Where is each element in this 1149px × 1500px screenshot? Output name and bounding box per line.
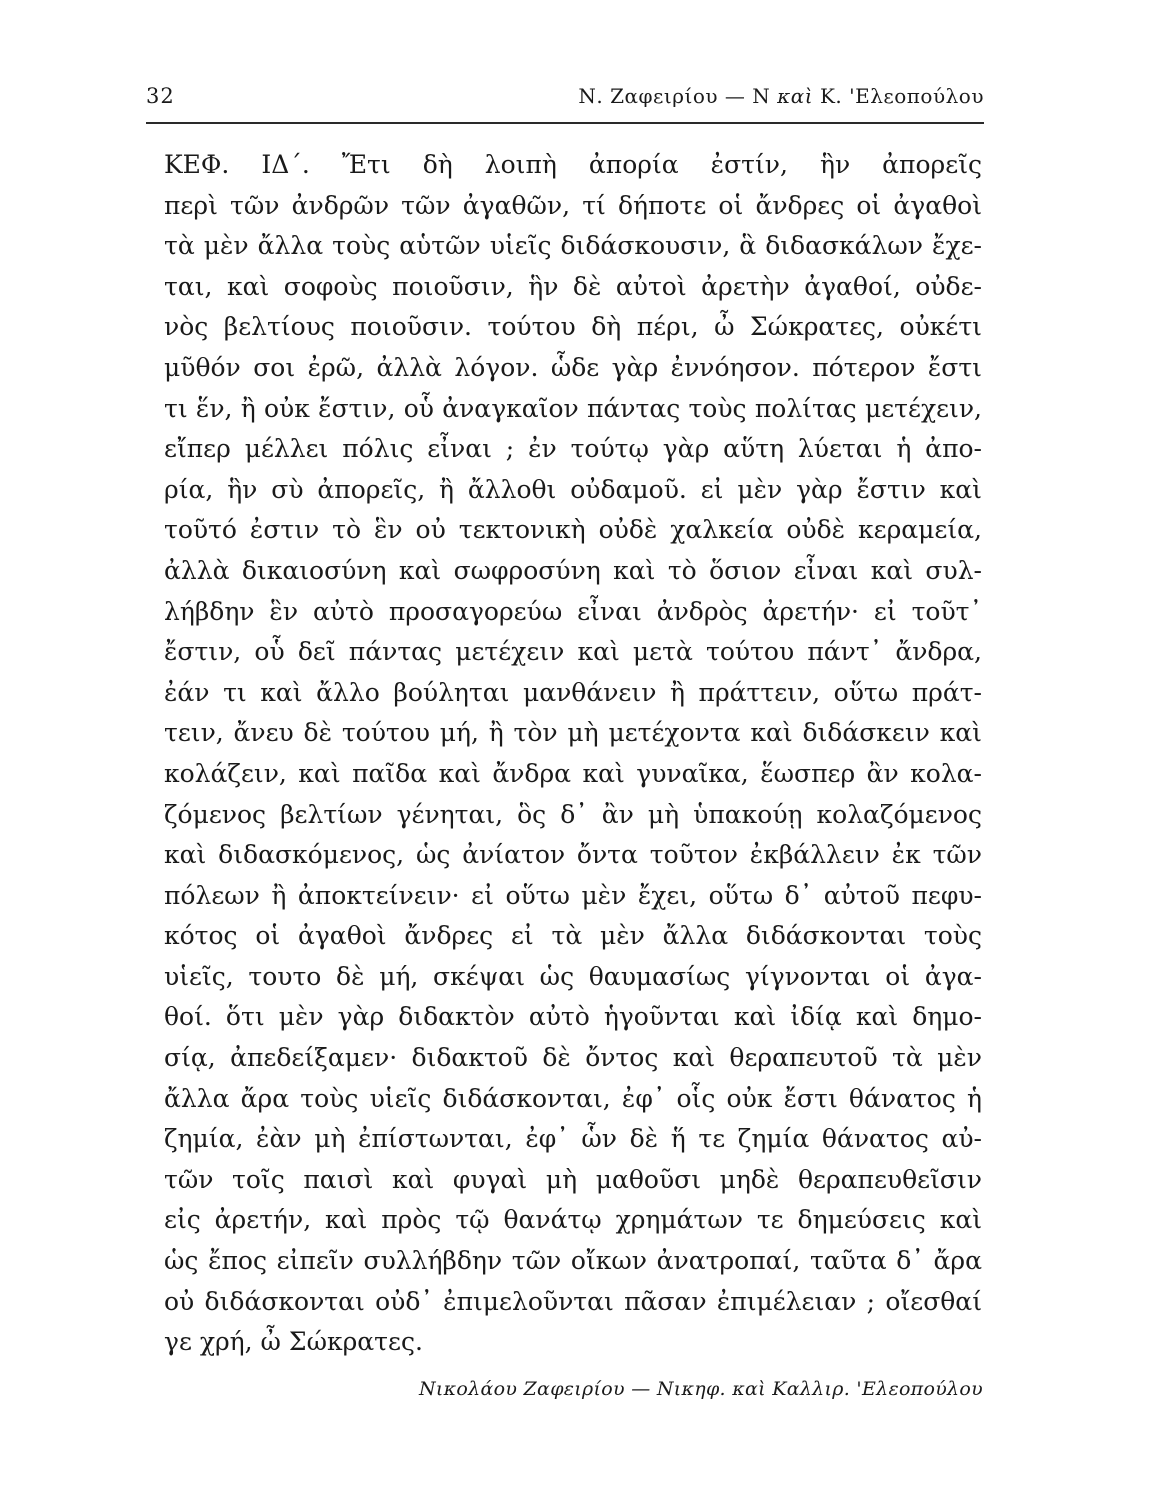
text-line: θοί. ὅτι μὲν γὰρ διδακτὸν αὐτὸ ἡγοῦνται καὶ ἰδίᾳ καὶ δημο-	[164, 1002, 982, 1032]
page-header	[146, 82, 984, 116]
translator-signature: Νικολάου Ζαφειρίου — Νικηφ. καὶ Καλλιρ. 'Ελεοπούλου	[418, 1378, 983, 1400]
text-line: ἔστιν, οὗ δεῖ πάντας μετέχειν καὶ μετὰ τούτου πάντ᾽ ἄνδρα,	[164, 637, 982, 667]
text-line: τῶν τοῖς παισὶ καὶ φυγαὶ μὴ μαθοῦσι μηδὲ θεραπευθεῖσιν	[164, 1164, 982, 1194]
text-line: κολάζειν, καὶ παῖδα καὶ ἄνδρα καὶ γυναῖκα, ἕωσπερ ἂν κολα-	[164, 758, 982, 788]
text-line: πόλεων ἢ ἀποκτείνειν· εἰ οὕτω μὲν ἔχει, οὕτω δ᾽ αὐτοῦ πεφυ-	[164, 880, 982, 910]
text-line: λήβδην ἓν αὐτὸ προσαγορεύω εἶναι ἀνδρὸς ἀρετήν· εἰ τοῦτ᾽	[164, 596, 982, 626]
text-line: ζόμενος βελτίων γένηται, ὃς δ᾽ ἂν μὴ ὑπακούῃ κολαζόμενος	[164, 799, 982, 829]
text-line: εἴπερ μέλλει πόλις εἶναι ; ἐν τούτῳ γὰρ αὕτη λύεται ἡ ἀπο-	[164, 434, 982, 464]
chapter-body-text	[164, 145, 982, 1363]
text-line: νὸς βελτίους ποιοῦσιν. τούτου δὴ πέρι, ὦ Σώκρατες, οὐκέτι	[164, 312, 982, 342]
text-line: περὶ τῶν ἀνδρῶν τῶν ἀγαθῶν, τί δήποτε οἱ ἄνδρες οἱ ἀγαθοὶ	[164, 190, 982, 220]
page-number: 32	[146, 84, 175, 108]
text-line: οὐ διδάσκονται οὐδ᾽ ἐπιμελοῦνται πᾶσαν ἐπιμέλειαν ; οἴεσθαί	[164, 1286, 982, 1316]
running-head	[578, 84, 984, 108]
text-line: καὶ διδασκόμενος, ὡς ἀνίατον ὄντα τοῦτον ἐκβάλλειν ἐκ τῶν	[164, 840, 982, 870]
text-line: σίᾳ, ἀπεδείξαμεν· διδακτοῦ δὲ ὄντος καὶ θεραπευτοῦ τὰ μὲν	[164, 1043, 982, 1073]
text-line: κότος οἱ ἀγαθοὶ ἄνδρες εἰ τὰ μὲν ἄλλα διδάσκονται τοὺς	[164, 921, 982, 951]
text-line: ἀλλὰ δικαιοσύνη καὶ σωφροσύνη καὶ τὸ ὅσιον εἶναι καὶ συλ-	[164, 555, 982, 585]
text-line: ζημία, ἐὰν μὴ ἐπίστωνται, ἐφ᾽ ὧν δὲ ἥ τε ζημία θάνατος αὐ-	[164, 1124, 982, 1154]
text-line: τοῦτό ἐστιν τὸ ἓν οὐ τεκτονικὴ οὐδὲ χαλκεία οὐδὲ κεραμεία,	[164, 515, 982, 545]
text-line: τειν, ἄνευ δὲ τούτου μή, ἢ τὸν μὴ μετέχοντα καὶ διδάσκειν καὶ	[164, 718, 982, 748]
text-line: ται, καὶ σοφοὺς ποιοῦσιν, ἣν δὲ αὐτοὶ ἀρετὴν ἀγαθοί, οὐδε-	[164, 271, 982, 301]
header-rule	[146, 122, 984, 124]
text-line: ΚΕΦ. ΙΔ΄. Ἔτι δὴ λοιπὴ ἀπορία ἐστίν, ἣν ἀπορεῖς	[164, 150, 982, 179]
text-line: ἄλλα ἄρα τοὺς υἱεῖς διδάσκονται, ἐφ᾽ οἷς οὐκ ἔστι θάνατος ἡ	[164, 1083, 982, 1113]
running-head-conjunction: καὶ	[777, 84, 814, 108]
text-line: υἱεῖς, τουτο δὲ μή, σκέψαι ὡς θαυμασίως γίγνονται οἱ ἀγα-	[164, 961, 982, 991]
text-line: ρία, ἣν σὺ ἀπορεῖς, ἢ ἄλλοθι οὐδαμοῦ. εἰ μὲν γὰρ ἔστιν καὶ	[164, 474, 982, 504]
text-line: γε χρή, ὦ Σώκρατες.	[164, 1327, 423, 1357]
text-line: μῦθόν σοι ἐρῶ, ἀλλὰ λόγον. ὧδε γὰρ ἐννόησον. πότερον ἔστι	[164, 352, 982, 382]
text-line: εἰς ἀρετήν, καὶ πρὸς τῷ θανάτῳ χρημάτων τε δημεύσεις καὶ	[164, 1205, 982, 1235]
text-line: ἐάν τι καὶ ἄλλο βούληται μανθάνειν ἢ πράττειν, οὕτω πράτ-	[164, 677, 982, 707]
text-line: τὰ μὲν ἄλλα τοὺς αὑτῶν υἱεῖς διδάσκουσιν, ἃ διδασκάλων ἔχε-	[164, 231, 982, 261]
running-head-rest: Κ. 'Ελεοπούλου	[819, 84, 984, 108]
running-head-authors: Ν. Ζαφειρίου — Ν	[578, 84, 771, 108]
text-line: ὡς ἔπος εἰπεῖν συλλήβδην τῶν οἴκων ἀνατροπαί, ταῦτα δ᾽ ἄρα	[164, 1246, 982, 1276]
text-line: τι ἕν, ἢ οὐκ ἔστιν, οὗ ἀναγκαῖον πάντας τοὺς πολίτας μετέχειν,	[164, 393, 982, 423]
